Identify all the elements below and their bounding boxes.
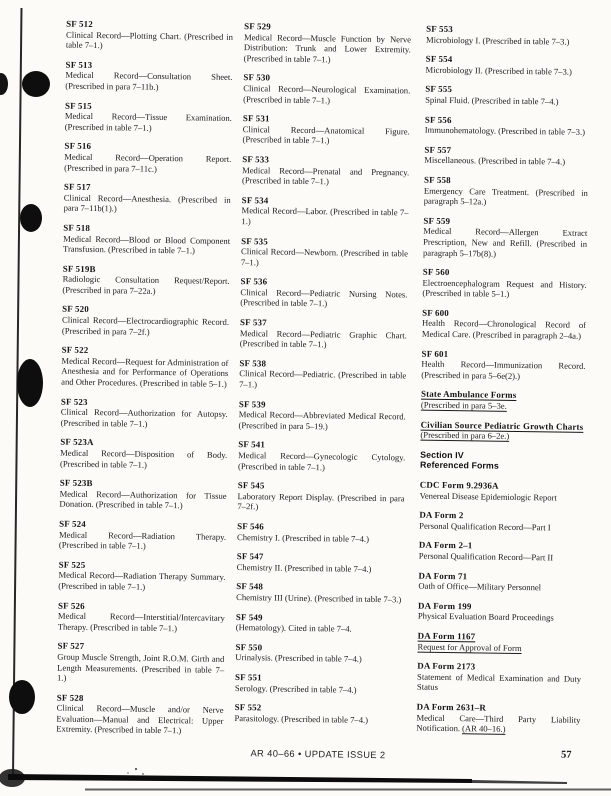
form-description bbox=[239, 369, 406, 393]
form-id: SF 553 bbox=[426, 23, 453, 35]
form-description bbox=[59, 529, 226, 553]
form-entry bbox=[419, 510, 583, 533]
form-description bbox=[64, 192, 231, 216]
form-description-text: Clinical Record—Electrocardiographic Record. (Prescribed in para 7–2f.) bbox=[61, 314, 230, 337]
form-description bbox=[63, 233, 230, 257]
form-entry bbox=[235, 642, 402, 666]
form-description-text: Group Muscle Strength, Joint R.O.M. Girth and Length Measurements. (Prescribed in table 7–1.) bbox=[56, 651, 225, 683]
form-id: SF 516 bbox=[64, 140, 92, 152]
form-entry bbox=[241, 195, 408, 229]
form-id: SF 557 bbox=[424, 144, 452, 155]
form-entry bbox=[59, 519, 226, 553]
form-description bbox=[234, 713, 401, 726]
form-description-text: Microbiology II. (Prescribed in table 7–3.) bbox=[425, 64, 572, 77]
form-description-text: Clinical Record—Pediatric. (Prescribed in table 7–1.) bbox=[239, 368, 407, 390]
form-description-text: Laboratory Report Display. (Prescribed in para 7–2f.) bbox=[237, 490, 405, 512]
form-entry bbox=[237, 551, 404, 575]
form-description bbox=[241, 246, 408, 270]
form-id: Civilian Source Pediatric Growth Charts bbox=[420, 419, 584, 432]
form-entry bbox=[241, 236, 408, 270]
form-description bbox=[242, 124, 409, 148]
form-description-text: Microbiology I. (Prescribed in table 7–3.) bbox=[425, 34, 570, 47]
form-entry bbox=[425, 114, 589, 137]
form-description bbox=[421, 359, 585, 382]
form-description-reference: (AR 40–16.) bbox=[461, 723, 506, 734]
form-entry bbox=[425, 84, 589, 107]
form-description-text: Medical Record—Radiation Therapy. (Prescribed in table 7–1.) bbox=[58, 529, 227, 551]
form-id: DA Form 2173 bbox=[417, 660, 476, 672]
form-description bbox=[425, 95, 589, 108]
form-id: SF 547 bbox=[236, 551, 264, 562]
form-id: DA Form 199 bbox=[418, 600, 472, 612]
form-description bbox=[61, 355, 228, 389]
footer-citation: AR 40–66 • UPDATE ISSUE 2 bbox=[250, 748, 386, 761]
form-description-text: Emergency Care Treatment. (Prescribed in paragraph 5–12a.) bbox=[423, 185, 588, 207]
form-id: SF 549 bbox=[235, 611, 263, 622]
form-entry bbox=[236, 581, 403, 605]
form-description-text: Serology. (Prescribed in table 7–4.) bbox=[234, 682, 357, 695]
form-description-text: Health Record—Chronological Record of Medical Care. (Prescribed in paragraph 2–4a.) bbox=[421, 318, 587, 341]
form-entry bbox=[420, 419, 584, 442]
form-entry bbox=[62, 263, 229, 297]
column-1 bbox=[56, 19, 233, 737]
form-description bbox=[420, 430, 584, 443]
form-entry bbox=[239, 358, 406, 392]
form-id: SF 512 bbox=[66, 18, 94, 30]
form-id: SF 560 bbox=[422, 266, 450, 278]
form-entry bbox=[62, 304, 229, 338]
form-id: CDC Form 9.2936A bbox=[419, 479, 499, 491]
form-entry bbox=[242, 113, 409, 147]
form-id: SF 600 bbox=[422, 307, 450, 318]
form-description bbox=[235, 652, 402, 665]
form-description-text: Clinical Record—Authorization for Autopsy. (Prescribed in table 7–1.) bbox=[60, 406, 228, 429]
form-entry bbox=[57, 641, 225, 686]
form-id: SF 517 bbox=[63, 181, 91, 193]
form-description-text: Urinalysis. (Prescribed in table 7–4.) bbox=[235, 652, 362, 665]
form-entry bbox=[418, 570, 582, 593]
form-description-text: Health Record—Immunization Record. (Prescribed in para 5–6e(2).) bbox=[421, 358, 586, 381]
form-id: SF 556 bbox=[424, 114, 452, 125]
form-description bbox=[422, 318, 586, 341]
form-entry bbox=[66, 19, 233, 53]
form-description bbox=[416, 712, 580, 735]
form-description-text: Medical Record—Tissue Examination. (Prescribed in table 7–1.) bbox=[64, 110, 232, 133]
form-entry bbox=[417, 661, 581, 695]
form-description-text: Clinical Record—Muscle and/or Nerve Evaluation—Manual and Electrical: Upper Extremity. (Prescribed in table 7–1.) bbox=[56, 702, 224, 736]
form-entry bbox=[419, 540, 583, 563]
form-id: SF 523A bbox=[60, 436, 94, 448]
form-id: SF 537 bbox=[239, 317, 267, 328]
form-description bbox=[60, 448, 227, 472]
form-entry bbox=[422, 267, 586, 301]
form-description-text: Request for Approval of Form bbox=[417, 641, 522, 653]
form-id: SF 518 bbox=[63, 222, 91, 233]
form-description bbox=[237, 491, 404, 515]
form-id: SF 545 bbox=[237, 480, 265, 491]
form-id: SF 531 bbox=[242, 113, 270, 124]
form-id: SF 513 bbox=[65, 59, 93, 70]
form-description-text: Medical Record—Interstitial/Intercavitary Therapy. (Prescribed in table 7–1.) bbox=[57, 610, 225, 633]
form-entry bbox=[237, 480, 404, 514]
form-description-text: Spinal Fluid. (Prescribed in table 7–4.) bbox=[425, 94, 559, 107]
form-id: SF 526 bbox=[57, 600, 85, 611]
form-description-text: Referenced Forms bbox=[419, 460, 499, 472]
form-description bbox=[240, 287, 407, 311]
form-description-text: Clinical Record—Pediatric Nursing Notes. (Prescribed in table 7–1.) bbox=[240, 286, 408, 309]
form-entry bbox=[426, 24, 590, 47]
form-description-text: Immunohematology. (Prescribed in table 7–3.) bbox=[424, 124, 586, 138]
form-description-text: Medical Record—Request for Administration of Anesthesia and for Performance of Operations and Other Procedures. (Prescribed in table 5–1.) bbox=[61, 355, 229, 389]
form-description bbox=[420, 490, 584, 503]
form-description-text: Medical Record—Gynecologic Cytology. (Prescribed in table 7–1.) bbox=[237, 450, 406, 472]
form-description-text: Oath of Office—Military Personnel bbox=[418, 580, 542, 593]
form-description-text: Clinical Record—Newborn. (Prescribed in table 7–1.) bbox=[240, 246, 409, 268]
form-entry bbox=[417, 631, 581, 654]
form-id: SF 515 bbox=[64, 100, 92, 111]
form-id: SF 527 bbox=[57, 640, 85, 652]
form-description bbox=[61, 407, 228, 431]
form-entry bbox=[240, 276, 407, 310]
form-description bbox=[57, 651, 224, 685]
form-description bbox=[418, 611, 582, 624]
form-id: SF 519B bbox=[62, 263, 96, 274]
form-entry bbox=[234, 702, 401, 726]
column-2 bbox=[234, 21, 411, 726]
form-entry bbox=[235, 672, 402, 696]
form-description bbox=[62, 274, 229, 298]
form-entry bbox=[65, 59, 232, 93]
form-entry bbox=[424, 144, 588, 167]
form-description-text: Personal Qualification Record—Part II bbox=[418, 550, 554, 563]
form-id: SF 546 bbox=[237, 521, 265, 532]
form-entry bbox=[424, 175, 588, 209]
form-id: SF 523 bbox=[60, 396, 88, 407]
form-description bbox=[56, 703, 223, 737]
form-description-text: Medical Record—Blood or Blood Component Transfusion. (Prescribed in table 7–1.) bbox=[62, 233, 231, 256]
form-description-text: Medical Care—Third Party Liability Notification. bbox=[416, 712, 581, 734]
form-entry bbox=[238, 439, 405, 473]
form-entry bbox=[239, 399, 406, 433]
form-id: SF 541 bbox=[238, 439, 266, 450]
form-id: SF 551 bbox=[235, 671, 262, 683]
form-id: SF 552 bbox=[234, 702, 262, 713]
form-description bbox=[237, 532, 404, 545]
form-entry bbox=[64, 141, 231, 175]
form-entry bbox=[58, 559, 225, 593]
form-id: SF 525 bbox=[58, 559, 86, 570]
form-entry bbox=[242, 154, 409, 188]
form-description bbox=[65, 70, 232, 94]
form-entry bbox=[63, 223, 230, 257]
form-description-text: Radiologic Consultation Request/Report. (Prescribed in para 7–22a.) bbox=[62, 273, 230, 296]
form-entry bbox=[423, 215, 588, 260]
form-description bbox=[62, 315, 229, 339]
form-id: DA Form 71 bbox=[418, 570, 468, 581]
form-description-text: Miscellaneous. (Prescribed in table 7–4.) bbox=[424, 154, 566, 167]
form-entry bbox=[422, 308, 586, 342]
form-description-text: Physical Evaluation Board Proceedings bbox=[417, 610, 554, 623]
form-entry bbox=[56, 692, 224, 737]
form-id: SF 559 bbox=[423, 215, 451, 226]
form-description bbox=[242, 165, 409, 189]
form-id: SF 524 bbox=[59, 518, 87, 529]
form-description-text: Chemistry I. (Prescribed in table 7–4.) bbox=[236, 531, 370, 544]
form-description-text: Chemistry III (Urine). (Prescribed in table 7–3.) bbox=[236, 591, 402, 605]
form-id: SF 555 bbox=[425, 84, 453, 95]
form-description bbox=[59, 488, 226, 512]
form-description bbox=[238, 450, 405, 474]
form-description bbox=[426, 34, 590, 47]
form-description bbox=[237, 562, 404, 575]
form-description bbox=[65, 111, 232, 135]
form-description-text: Medical Record—Operation Report. (Prescribed in para 7–11c.) bbox=[64, 151, 232, 174]
form-id: SF 533 bbox=[242, 154, 270, 165]
form-id: SF 536 bbox=[240, 276, 268, 287]
form-description-text: Medical Record—Disposition of Body. (Prescribed in table 7–1.) bbox=[59, 447, 228, 470]
form-description bbox=[58, 570, 225, 594]
form-id: SF 528 bbox=[56, 692, 84, 703]
form-description-text: Medical Record—Abbreviated Medical Record. (Prescribed in para 5–19.) bbox=[238, 409, 406, 432]
form-entry bbox=[425, 54, 589, 77]
form-description bbox=[241, 205, 408, 229]
form-description bbox=[418, 581, 582, 594]
form-description-text: Medical Record—Allergen Extract Prescription, New and Refill. (Prescribed in paragraph 5–17b(8).) bbox=[422, 225, 588, 259]
form-description-text: Electroencephalogram Request and History. (Prescribed in table 5–1.) bbox=[422, 277, 587, 300]
form-description-text: Medical Record—Consultation Sheet. (Prescribed in para 7–11b.) bbox=[65, 69, 233, 92]
form-description-text: Statement of Medical Examination and Duty Status bbox=[416, 671, 582, 693]
form-description-text: Medical Record—Labor. (Prescribed in table 7–1.) bbox=[241, 205, 409, 227]
section-subtitle bbox=[420, 460, 584, 473]
form-id: SF 535 bbox=[241, 235, 268, 246]
form-description bbox=[424, 155, 588, 168]
form-description-text: Clinical Record—Anatomical Figure. (Prescribed in table 7–1.) bbox=[242, 123, 410, 146]
form-id: SF 539 bbox=[238, 398, 266, 410]
form-description bbox=[419, 520, 583, 533]
form-id: State Ambulance Forms bbox=[420, 389, 517, 401]
form-description bbox=[236, 622, 403, 635]
column-3 bbox=[416, 24, 590, 736]
form-entry bbox=[60, 437, 227, 471]
form-entry bbox=[64, 182, 231, 216]
form-description-text: (Prescribed in para 5–3e. bbox=[420, 399, 507, 411]
form-description bbox=[243, 83, 410, 107]
form-entry bbox=[236, 612, 403, 636]
form-id: SF 520 bbox=[62, 304, 90, 315]
form-description bbox=[239, 409, 406, 433]
form-entry bbox=[244, 21, 412, 66]
form-description bbox=[64, 152, 231, 176]
form-description bbox=[425, 125, 589, 138]
form-id: SF 529 bbox=[244, 21, 271, 32]
form-description bbox=[235, 683, 402, 696]
form-description-text: Clinical Record—Plotting Chart. (Prescribed in table 7–1.) bbox=[65, 29, 234, 51]
form-description-text: Clinical Record—Anesthesia. (Prescribed in para 7–11b(1).) bbox=[63, 192, 231, 214]
form-entry bbox=[421, 348, 585, 382]
form-entry bbox=[416, 701, 580, 735]
form-id: SF 538 bbox=[239, 357, 267, 369]
form-description-text: Venereal Disease Epidemiologic Report bbox=[419, 490, 557, 503]
form-description bbox=[66, 29, 233, 53]
form-entry bbox=[243, 72, 410, 106]
form-id: SF 554 bbox=[425, 53, 453, 65]
form-description bbox=[424, 185, 588, 208]
form-id: SF 522 bbox=[61, 344, 89, 356]
form-id: SF 530 bbox=[243, 72, 271, 83]
page-number: 57 bbox=[560, 749, 572, 761]
form-entry bbox=[65, 100, 232, 134]
form-id: SF 523B bbox=[59, 477, 93, 489]
form-id: SF 550 bbox=[235, 641, 263, 653]
form-entry bbox=[61, 396, 228, 430]
form-description-text: Medical Record—Pediatric Graphic Chart. (Prescribed in table 7–1.) bbox=[239, 327, 407, 350]
form-id: DA Form 2 bbox=[419, 509, 464, 521]
form-description-text: Personal Qualification Record—Part I bbox=[419, 520, 551, 533]
section-title: Section IV bbox=[420, 449, 464, 461]
form-id: SF 558 bbox=[423, 174, 451, 185]
form-id: SF 548 bbox=[236, 581, 264, 592]
form-id: DA Form 2631–R bbox=[416, 701, 487, 713]
form-entry bbox=[237, 521, 404, 545]
form-entry bbox=[240, 317, 407, 351]
form-entry bbox=[58, 600, 225, 634]
form-description-text: Chemistry II. (Prescribed in table 7–4.) bbox=[236, 561, 372, 574]
form-description-text: (Hematology). Cited in table 7–4. bbox=[235, 622, 352, 634]
form-description-text: Medical Record—Authorization for Tissue Donation. (Prescribed in table 7–1.) bbox=[59, 488, 227, 511]
form-description-text: Medical Record—Muscle Function by Nerve Distribution: Trunk and Lower Extremity. (Prescribed in table 7–1.) bbox=[243, 31, 412, 65]
form-entry bbox=[418, 600, 582, 623]
form-id: DA Form 1167 bbox=[417, 630, 476, 642]
form-entry bbox=[59, 478, 226, 512]
form-description bbox=[240, 328, 407, 352]
form-id: SF 534 bbox=[241, 194, 269, 206]
form-entry bbox=[61, 345, 229, 390]
form-description bbox=[58, 611, 225, 635]
form-entry bbox=[421, 389, 585, 412]
form-id: SF 601 bbox=[421, 348, 449, 359]
form-description bbox=[244, 32, 411, 66]
form-description-text: Medical Record—Radiation Therapy Summary. (Prescribed in table 7–1.) bbox=[58, 569, 226, 592]
form-description bbox=[423, 226, 587, 260]
form-description bbox=[421, 400, 585, 413]
form-description-text: (Prescribed in para 6–2e.) bbox=[420, 429, 510, 442]
form-description bbox=[417, 671, 581, 694]
form-description-text: Medical Record—Prenatal and Pregnancy. (Prescribed in table 7–1.) bbox=[241, 164, 410, 187]
form-description bbox=[417, 641, 581, 654]
form-description bbox=[236, 592, 403, 605]
section-heading-block bbox=[420, 449, 584, 472]
form-entry bbox=[420, 480, 584, 503]
form-description-text: Parasitology. (Prescribed in table 7–4.) bbox=[234, 712, 369, 725]
form-description-text: Clinical Record—Neurological Examination. (Prescribed in table 7–1.) bbox=[243, 83, 411, 105]
form-id: DA Form 2–1 bbox=[418, 539, 473, 551]
form-description bbox=[422, 277, 586, 300]
form-description bbox=[419, 551, 583, 564]
form-description bbox=[425, 64, 589, 77]
